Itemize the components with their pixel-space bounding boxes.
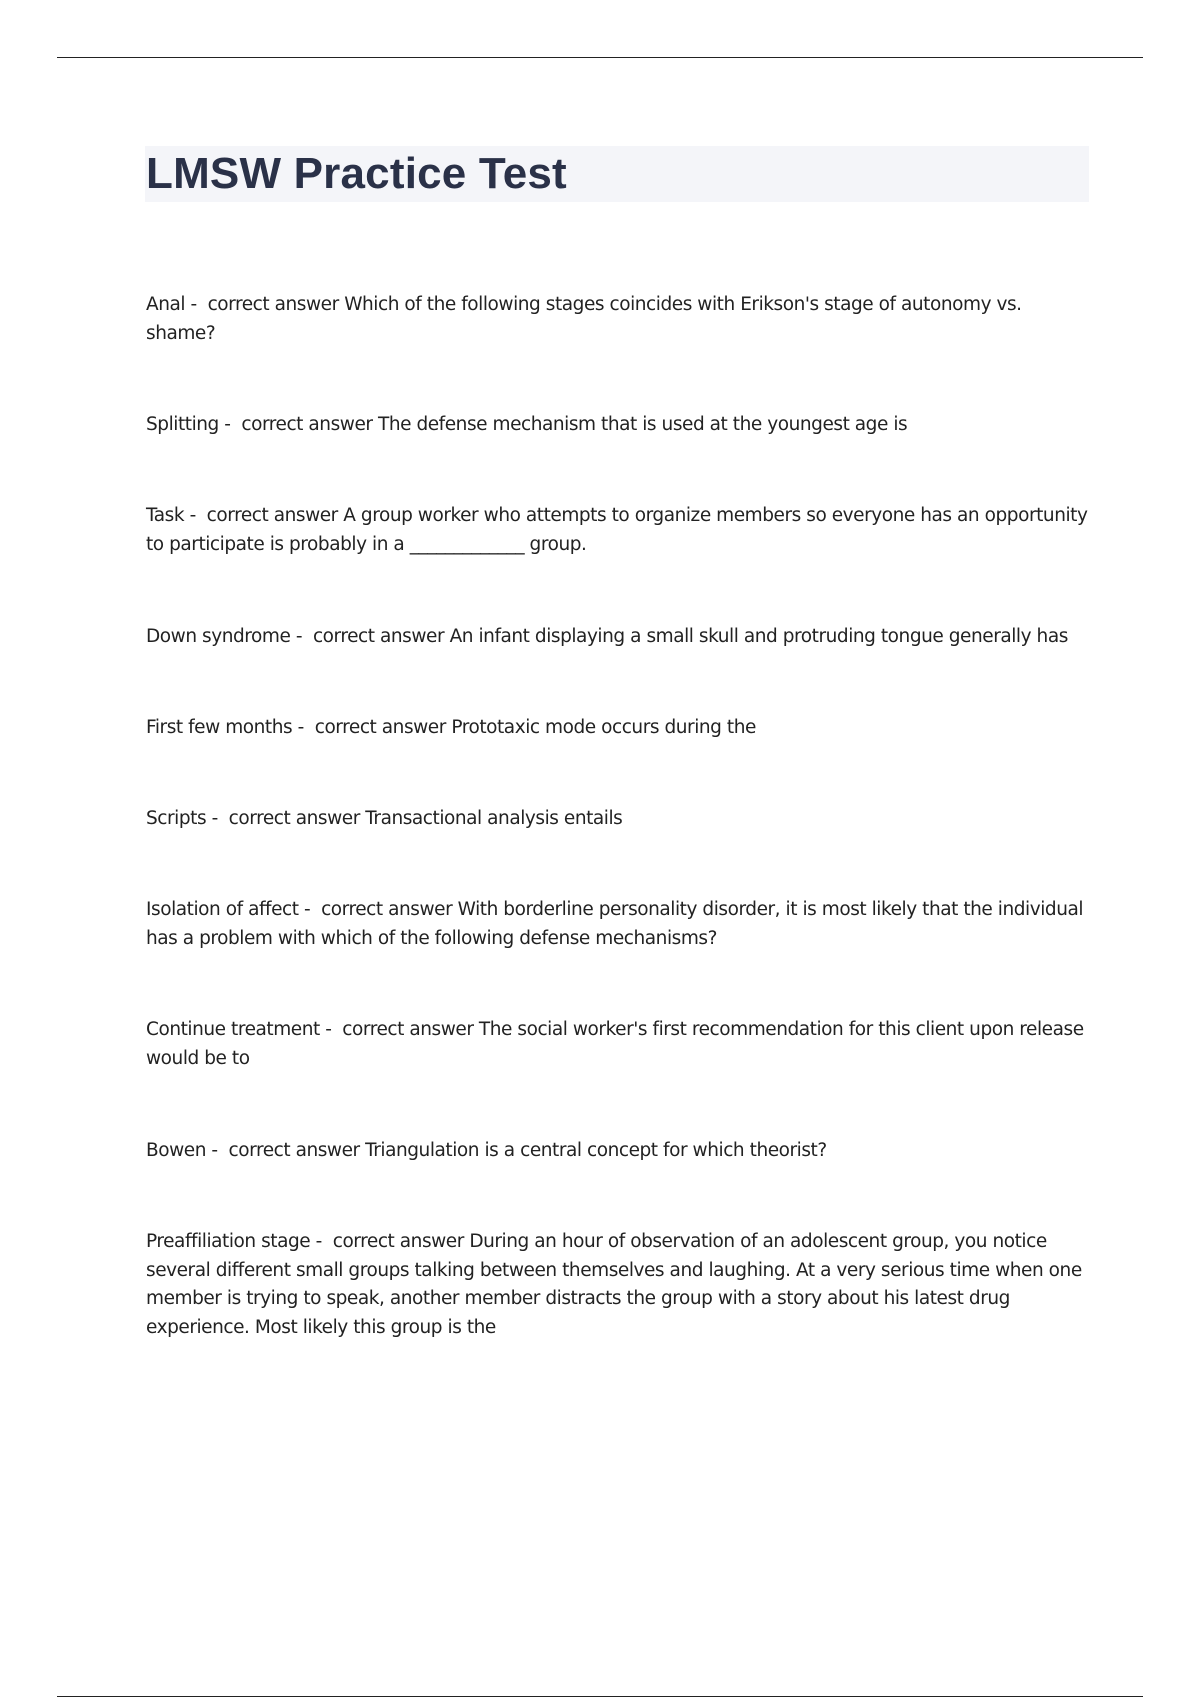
question-text: Prototaxic mode occurs during the: [451, 717, 756, 738]
list-item: [146, 623, 1096, 652]
answer-text: Task: [146, 505, 185, 526]
answer-separator: - correct answer: [310, 1231, 470, 1252]
answer-text: Continue treatment: [146, 1019, 320, 1040]
answer-text: Splitting: [146, 414, 219, 435]
list-item: [146, 714, 1096, 743]
list-item: [146, 411, 1096, 440]
list-item: [146, 896, 1096, 953]
answer-separator: - correct answer: [290, 626, 450, 647]
answer-text: Isolation of affect: [146, 899, 299, 920]
bottom-rule: [57, 1696, 1143, 1697]
question-text: The social worker's first recommendation for this client upon release would be to: [146, 1019, 1084, 1069]
answer-text: Down syndrome: [146, 626, 291, 647]
answer-text: Preaffiliation stage: [146, 1231, 311, 1252]
answer-separator: - correct answer: [298, 899, 458, 920]
answer-text: First few months: [146, 717, 293, 738]
list-item: [146, 1016, 1096, 1073]
question-text: An infant displaying a small skull and protruding tongue generally has: [449, 626, 1068, 647]
answer-separator: - correct answer: [184, 505, 344, 526]
list-item: [146, 805, 1096, 834]
answer-separator: - correct answer: [206, 808, 366, 829]
top-rule: [57, 57, 1143, 58]
list-item: [146, 291, 1096, 348]
question-text: Transactional analysis entails: [365, 808, 623, 829]
answer-text: Scripts: [146, 808, 207, 829]
answer-separator: - correct answer: [218, 414, 378, 435]
question-text: A group worker who attempts to organize members so everyone has an opportunity to participate is probably in a _____________ group.: [146, 505, 1088, 555]
answer-separator: - correct answer: [292, 717, 452, 738]
answer-separator: - correct answer: [206, 1140, 366, 1161]
answer-separator: - correct answer: [319, 1019, 479, 1040]
question-text: The defense mechanism that is used at the youngest age is: [377, 414, 908, 435]
answer-text: Bowen: [146, 1140, 206, 1161]
list-item: [146, 1228, 1096, 1342]
answer-separator: - correct answer: [185, 294, 345, 315]
question-text: Triangulation is a central concept for which theorist?: [365, 1140, 827, 1161]
question-text: During an hour of observation of an adolescent group, you notice several different small groups talking between themselves and laughing. At a very serious time when one member is trying to speak, another member distracts the group with a story about his latest drug experience. Most likely this group is the: [146, 1231, 1082, 1338]
list-item: [146, 502, 1096, 559]
question-text: With borderline personality disorder, it is most likely that the individual has a problem with which of the following defense mechanisms?: [146, 899, 1084, 949]
question-text: Which of the following stages coincides with Erikson's stage of autonomy vs. shame?: [146, 294, 1022, 344]
list-item: [146, 1137, 1096, 1166]
page-title: LMSW Practice Test: [146, 149, 567, 198]
answer-text: Anal: [146, 294, 186, 315]
